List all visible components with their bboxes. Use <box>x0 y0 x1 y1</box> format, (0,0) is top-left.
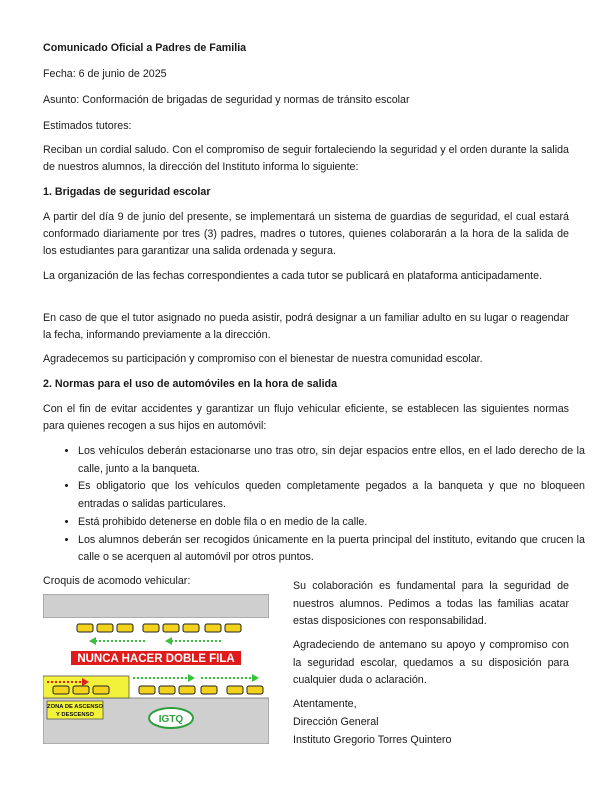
intro-paragraph: Reciban un cordial saludo. Con el compromiso de seguir fortaleciendo la seguridad y el orden durante la salida de nuestros alumnos, la dirección del Instituto informa lo siguiente: <box>43 144 569 173</box>
rules-list <box>62 443 585 567</box>
closing-paragraph: Su colaboración es fundamental para la seguridad de nuestros alumnos. Pedimos a todas las familias acatar estas disposiciones con responsabilidad. <box>293 580 569 628</box>
pickup-zone-label: Y DESCENSO <box>56 712 94 718</box>
school-logo-text: IGTQ <box>158 714 184 725</box>
sketch-caption: Croquis de acomodo vehicular: <box>43 575 191 587</box>
warning-banner-text: NUNCA HACER DOBLE FILA <box>77 653 235 665</box>
document-subject: Asunto: Conformación de brigadas de seguridad y normas de tránsito escolar <box>43 94 410 106</box>
section1-paragraph: En caso de que el tutor asignado no pueda asistir, podrá designar a un familiar adulto en su lugar o reagendar la fecha, informando previamente a la dirección. <box>43 312 569 341</box>
section1-heading: 1. Brigadas de seguridad escolar <box>43 186 211 198</box>
greeting: Estimados tutores: <box>43 120 132 132</box>
list-item: • Los vehículos deberán estacionarse uno tras otro, sin dejar espacios entre ellos, en el lado derecho de la calle, junto a la banqueta. <box>78 443 585 478</box>
section1-paragraph: La organización de las fechas correspondientes a cada tutor se publicará en plataforma anticipadamente. <box>43 270 543 282</box>
pickup-zone-label: ZONA DE ASCENSO <box>47 704 103 710</box>
closing-paragraph: Agradeciendo de antemano su apoyo y compromiso con la seguridad escolar, quedamos a su disposición para cualquier duda o aclaración. <box>293 639 569 687</box>
list-item: • Es obligatorio que los vehículos queden completamente pegados a la banqueta y que no bloqueen entradas o salidas particulares. <box>78 478 585 513</box>
section1-paragraph: Agradecemos su participación y compromiso con el bienestar de nuestra comunidad escolar. <box>43 353 483 365</box>
traffic-sketch-graphic <box>43 594 269 744</box>
list-item: • Los alumnos deberán ser recogidos únicamente en la puerta principal del instituto, evitando que crucen la calle o se acerquen al automóvil por otros puntos. <box>78 532 585 567</box>
section1-paragraph: A partir del día 9 de junio del presente, se implementará un sistema de guardias de seguridad, el cual estará conformado diariamente por tres (3) padres, madres o tutores, quienes colaborarán a la hora de la salida de los estudiantes para garantizar una salida ordenada y segura. <box>43 211 569 257</box>
sign-off: Atentamente, <box>293 698 357 710</box>
car-icon <box>77 624 241 632</box>
list-item: • Está prohibido detenerse en doble fila o en medio de la calle. <box>78 514 585 532</box>
document-date: Fecha: 6 de junio de 2025 <box>43 68 167 80</box>
signer: Dirección General <box>293 716 379 728</box>
document-title: Comunicado Oficial a Padres de Familia <box>43 42 247 54</box>
institution-name: Instituto Gregorio Torres Quintero <box>293 734 452 746</box>
car-icon <box>53 686 109 694</box>
section2-intro: Con el fin de evitar accidentes y garantizar un flujo vehicular eficiente, se establecen las siguientes normas para quienes recogen a sus hijos en automóvil: <box>43 403 569 432</box>
traffic-sketch <box>43 594 269 744</box>
section2-heading: 2. Normas para el uso de automóviles en la hora de salida <box>43 378 338 390</box>
